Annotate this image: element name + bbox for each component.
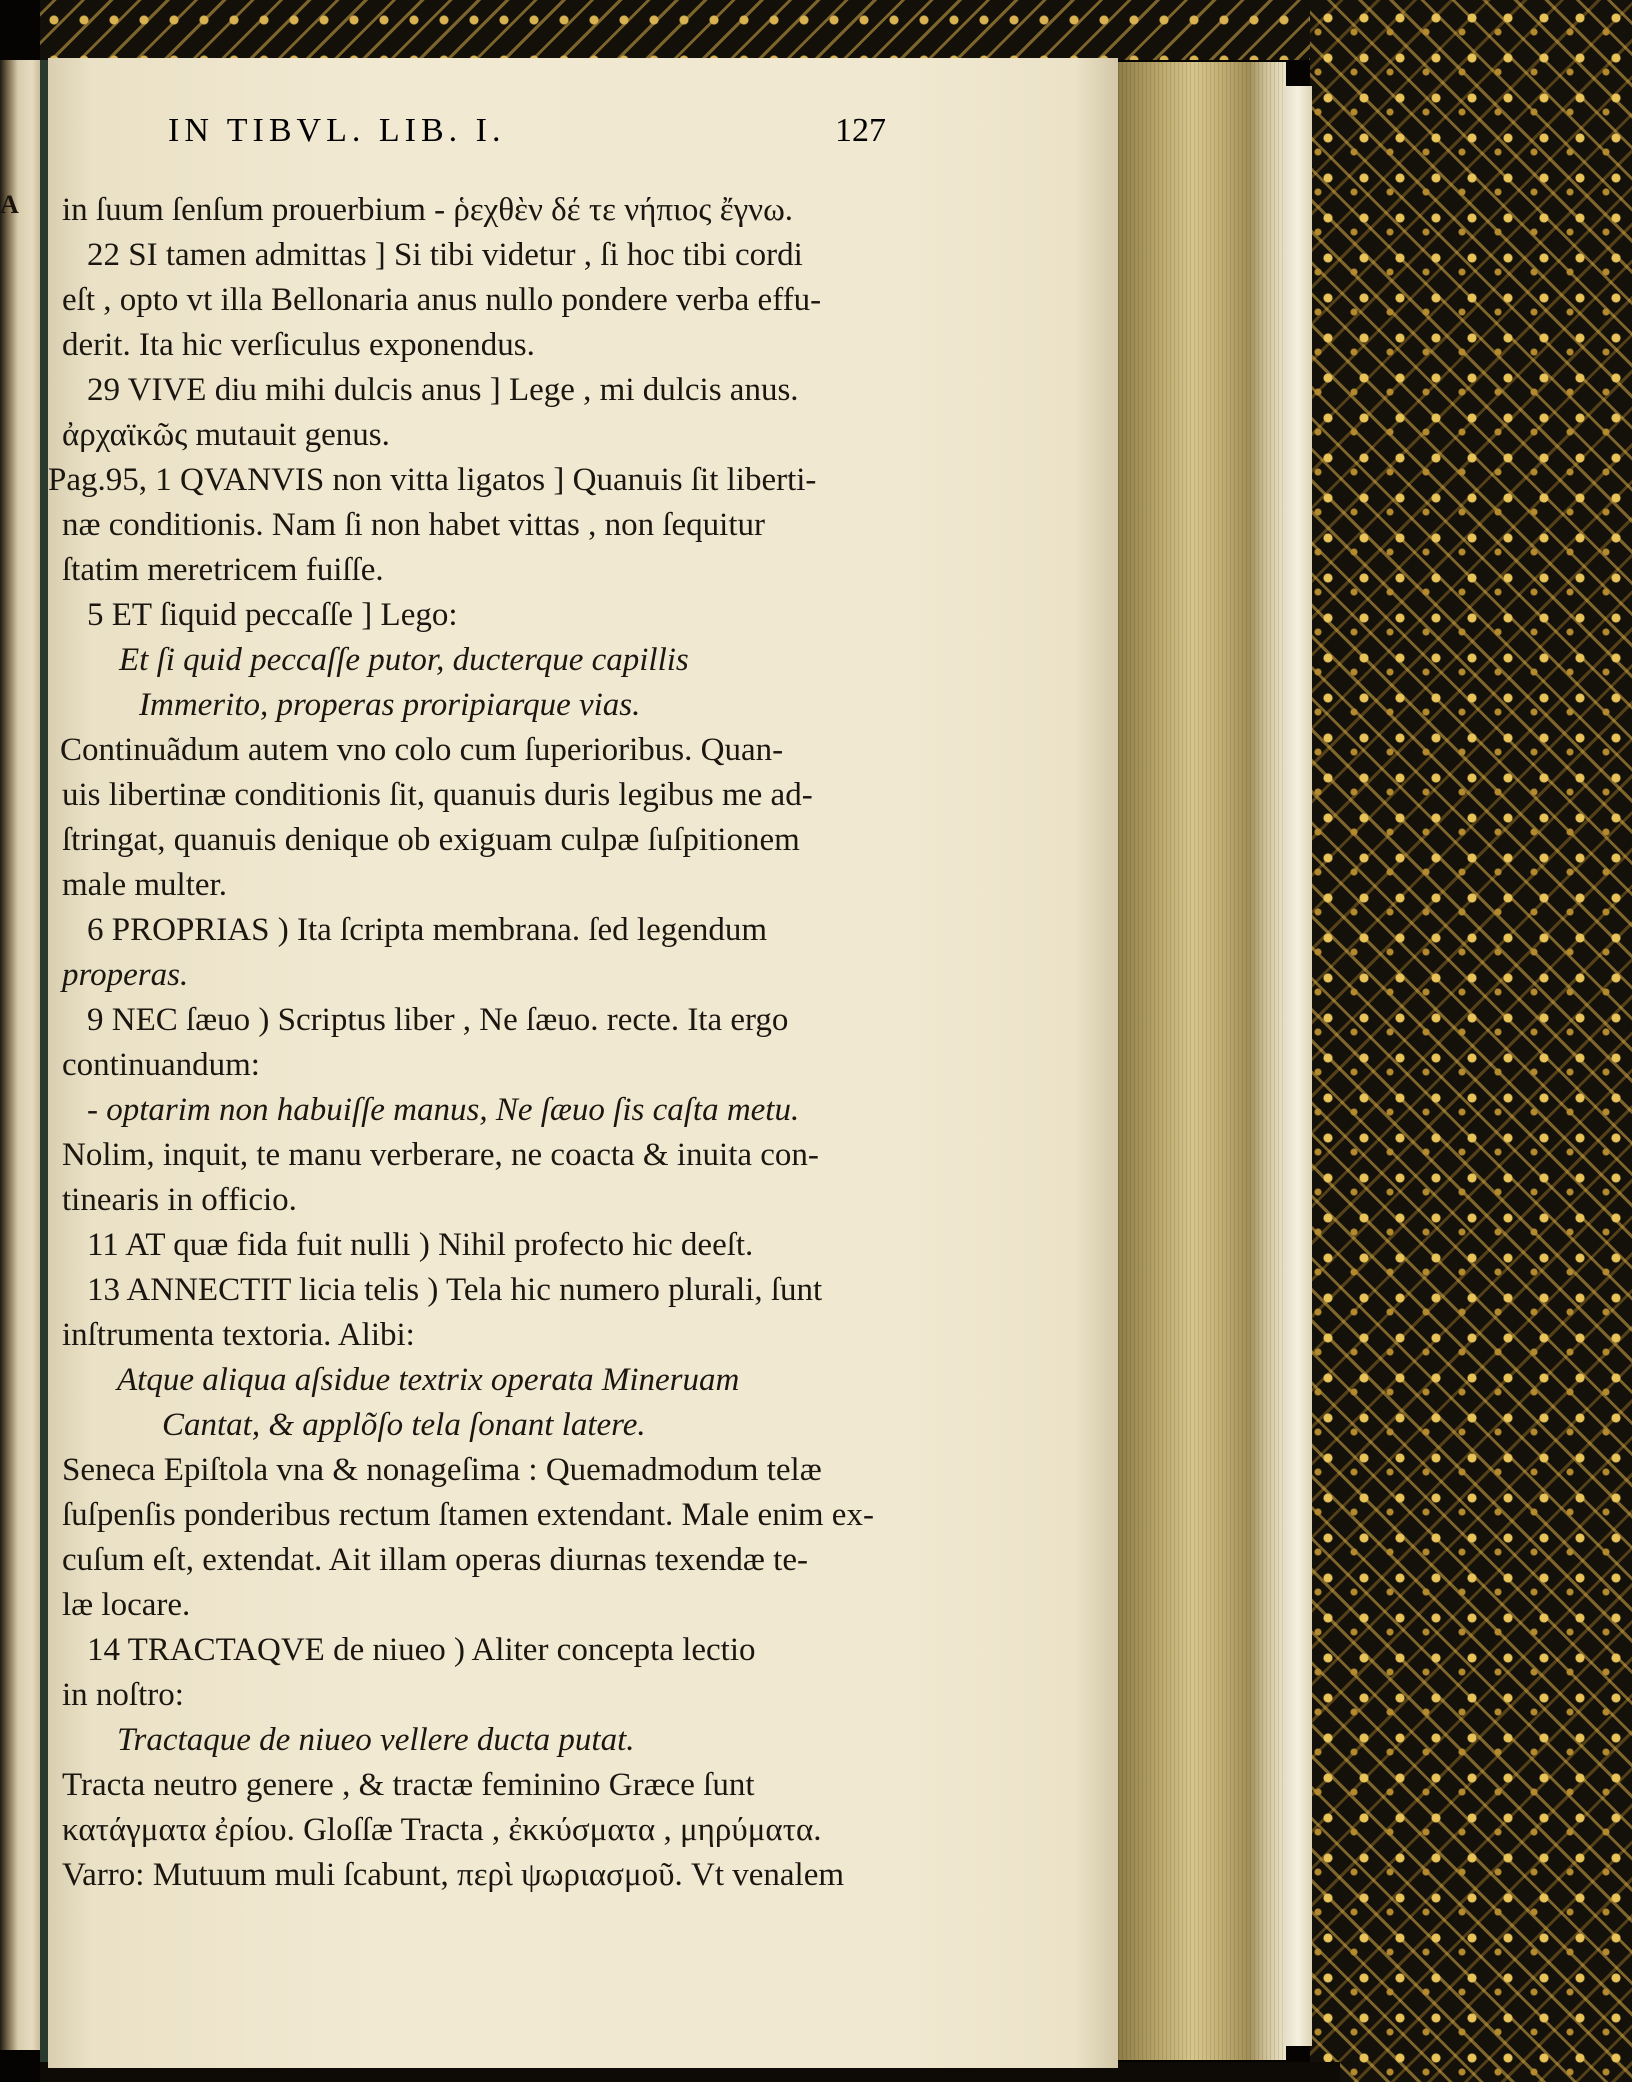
text-line: Pag.95, 1 QVANVIS non vitta ligatos ] Quanuis ſit liberti- [48, 462, 817, 498]
text-line: Et ſi quid peccaſſe putor, ducterque capillis [119, 642, 689, 678]
text-line: in ſuum ſenſum prouerbium - ῥεχθὲν δέ τε νήπιος ἔγνω. [62, 192, 794, 228]
text-line: tinearis in officio. [62, 1182, 297, 1218]
text-line: - optarim non habuiſſe manus, Ne ſæuo ſis caſta metu. [87, 1092, 800, 1128]
text-line: eſt , opto vt illa Bellonaria anus nullo pondere verba effu- [62, 282, 822, 318]
text-line: ἀρχαϊκῶς mutauit genus. [62, 417, 390, 453]
text-line: Nolim, inquit, te manu verberare, ne coacta & inuita con- [62, 1137, 819, 1173]
text-line: Varro: Mutuum muli ſcabunt, περὶ ψωριασμοῦ. Vt venalem [62, 1857, 845, 1893]
text-line: Immerito, properas proripiarque vias. [139, 687, 641, 723]
text-line: Tracta neutro genere , & tractæ feminino Græce ſunt [62, 1767, 755, 1803]
decorative-border-right [1310, 0, 1632, 2082]
text-line: 11 AT quæ fida fuit nulli ) Nihil profecto hic deeſt. [87, 1227, 754, 1263]
text-line: 5 ET ſiquid peccaſſe ] Lego: [87, 597, 458, 633]
text-line: Continuãdum autem vno colo cum ſuperioribus. Quan- [60, 732, 784, 768]
folio-number: 127 [835, 112, 886, 149]
facing-page-edge [0, 60, 40, 2050]
text-line: κατάγματα ἐρίου. Gloſſæ Tracta , ἐκκύσματα , μηρύματα. [62, 1812, 822, 1848]
text-line: Cantat, & applõſo tela ſonant latere. [162, 1407, 646, 1443]
text-line: in noſtro: [62, 1677, 184, 1713]
text-line: cuſum eſt, extendat. Ait illam operas diurnas texendæ te- [62, 1542, 808, 1578]
gilt-fore-edge [1118, 62, 1286, 2060]
text-line: ſtringat, quanuis denique ob exiguam culpæ ſuſpitionem [62, 822, 800, 858]
text-line: Seneca Epiſtola vna & nonageſima : Quemadmodum telæ [62, 1452, 822, 1488]
text-line: 22 SI tamen admittas ] Si tibi videtur , ſi hoc tibi cordi [87, 237, 803, 273]
text-line: næ conditionis. Nam ſi non habet vittas , non ſequitur [62, 507, 766, 543]
running-title: IN TIBVL. LIB. I. [168, 112, 506, 149]
text-line: 13 ANNECTIT licia telis ) Tela hic numero plurali, ſunt [87, 1272, 823, 1308]
text-line: 6 PROPRIAS ) Ita ſcripta membrana. ſed legendum [87, 912, 768, 948]
text-line: 29 VIVE diu mihi dulcis anus ] Lege , mi dulcis anus. [87, 372, 799, 408]
text-line: inſtrumenta textoria. Alibi: [62, 1317, 415, 1353]
text-line: Atque aliqua aſsidue textrix operata Mineruam [117, 1362, 740, 1398]
text-line: continuandum: [62, 1047, 260, 1083]
margin-letter: A [0, 190, 19, 219]
text-line: properas. [62, 957, 189, 993]
cover-edge [1284, 86, 1312, 2046]
text-line: ſtatim meretricem fuiſſe. [62, 552, 384, 588]
text-line: 9 NEC ſæuo ) Scriptus liber , Ne ſæuo. recte. Ita ergo [87, 1002, 789, 1038]
text-line: 14 TRACTAQVE de niueo ) Aliter concepta lectio [87, 1632, 756, 1668]
text-line: læ locare. [62, 1587, 191, 1623]
text-line: derit. Ita hic verſiculus exponendus. [62, 327, 535, 363]
decorative-border-top [40, 0, 1340, 60]
text-line: male multer. [62, 867, 227, 903]
text-line: Tractaque de niueo vellere ducta putat. [117, 1722, 635, 1758]
text-line: uis libertinæ conditionis ſit, quanuis duris legibus me ad- [62, 777, 813, 813]
text-line: ſuſpenſis ponderibus rectum ſtamen extendant. Male enim ex- [62, 1497, 874, 1533]
